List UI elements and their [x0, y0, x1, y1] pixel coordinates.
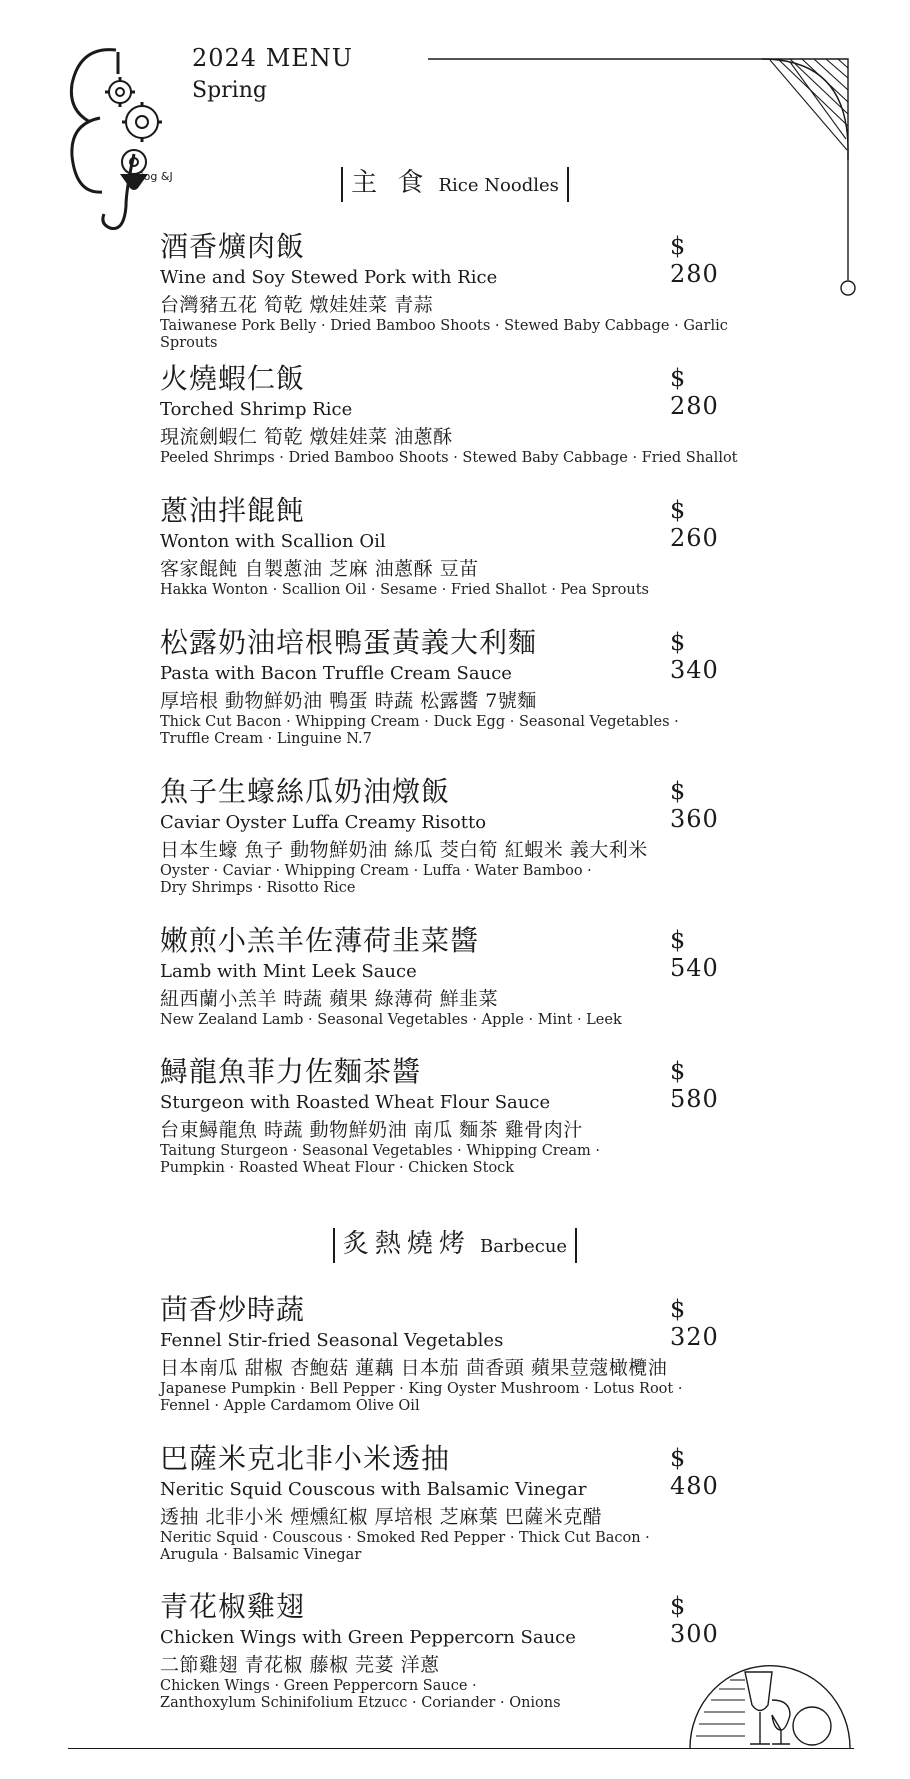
menu-year-title: 2024 MENU: [192, 44, 354, 72]
section-title-zh: 炙熱燒烤: [342, 1229, 471, 1259]
bottom-divider: [68, 1748, 854, 1749]
item-name-en: Torched Shrimp Rice: [160, 399, 353, 420]
item-ingredients-zh: 日本南瓜 甜椒 杏鮑菇 蓮藕 日本茄 茴香頭 蘋果荳蔻橄欖油: [160, 1357, 668, 1379]
item-ingredients-en: Neritic Squid · Couscous · Smoked Red Pepper · Thick Cut Bacon ·: [160, 1530, 650, 1546]
section-title-en: Rice Noodles: [438, 175, 559, 196]
item-name-en: Chicken Wings with Green Peppercorn Sauce: [160, 1627, 576, 1648]
item-ingredients-zh: 現流劍蝦仁 筍乾 燉娃娃菜 油蔥酥: [160, 426, 453, 448]
item-ingredients-en: Fennel · Apple Cardamom Olive Oil: [160, 1398, 420, 1414]
menu-item: [160, 1590, 740, 1712]
menu-item: [160, 230, 740, 352]
item-name-zh: 魚子生蠔絲瓜奶油燉飯: [160, 775, 451, 808]
item-name-en: Fennel Stir-fried Seasonal Vegetables: [160, 1330, 504, 1351]
item-ingredients-en: Japanese Pumpkin · Bell Pepper · King Oyster Mushroom · Lotus Root ·: [160, 1381, 683, 1397]
item-name-zh: 松露奶油培根鴨蛋黃義大利麵: [160, 626, 538, 659]
item-price: $ 540: [670, 926, 719, 982]
item-ingredients-en: Taiwanese Pork Belly · Dried Bamboo Shoots · Stewed Baby Cabbage · Garlic Sprouts: [160, 318, 728, 351]
item-name-zh: 巴薩米克北非小米透抽: [160, 1442, 451, 1475]
menu-item: [160, 775, 740, 897]
item-ingredients-en: Peeled Shrimps · Dried Bamboo Shoots · Stewed Baby Cabbage · Fried Shallot: [160, 450, 738, 466]
item-name-en: Wine and Soy Stewed Pork with Rice: [160, 267, 498, 288]
item-ingredients-zh: 透抽 北非小米 煙燻紅椒 厚培根 芝麻葉 巴薩米克醋: [160, 1506, 603, 1528]
item-ingredients-en: Oyster · Caviar · Whipping Cream · Luffa · Water Bamboo ·: [160, 863, 592, 879]
item-price: $ 320: [670, 1295, 719, 1351]
logo-text: Cog &J: [136, 170, 173, 183]
menu-item: [160, 1442, 740, 1564]
item-ingredients-zh: 台東鱘龍魚 時蔬 動物鮮奶油 南瓜 麵茶 雞骨肉汁: [160, 1119, 583, 1141]
item-ingredients-zh: 紐西蘭小羔羊 時蔬 蘋果 綠薄荷 鮮韭菜: [160, 988, 499, 1010]
item-name-en: Wonton with Scallion Oil: [160, 531, 386, 552]
menu-item: [160, 494, 740, 599]
item-name-zh: 蔥油拌餛飩: [160, 494, 306, 527]
item-price: $ 360: [670, 777, 719, 833]
item-ingredients-en: Taitung Sturgeon · Seasonal Vegetables · Whipping Cream ·: [160, 1143, 600, 1159]
menu-item: [160, 924, 740, 1029]
item-name-en: Caviar Oyster Luffa Creamy Risotto: [160, 812, 487, 833]
item-name-zh: 酒香爌肉飯: [160, 230, 306, 263]
section-title-zh: 主 食: [351, 168, 430, 198]
section-title-rice-noodles: [0, 167, 910, 202]
item-ingredients-en: Thick Cut Bacon · Whipping Cream · Duck Egg · Seasonal Vegetables ·: [160, 714, 679, 730]
item-name-en: Lamb with Mint Leek Sauce: [160, 961, 417, 982]
item-ingredients-en: Dry Shrimps · Risotto Rice: [160, 880, 356, 896]
menu-item: [160, 1293, 740, 1415]
item-price: $ 480: [670, 1444, 719, 1500]
menu-item: [160, 626, 740, 748]
menu-item: [160, 362, 740, 467]
menu-item: [160, 1055, 740, 1177]
item-name-en: Sturgeon with Roasted Wheat Flour Sauce: [160, 1092, 551, 1113]
item-price: $ 280: [670, 232, 719, 288]
item-price: $ 580: [670, 1057, 719, 1113]
item-ingredients-en: New Zealand Lamb · Seasonal Vegetables · Apple · Mint · Leek: [160, 1012, 622, 1028]
item-name-zh: 茴香炒時蔬: [160, 1293, 306, 1326]
item-name-en: Pasta with Bacon Truffle Cream Sauce: [160, 663, 512, 684]
item-price: $ 260: [670, 496, 719, 552]
item-price: $ 280: [670, 364, 719, 420]
item-ingredients-zh: 二節雞翅 青花椒 藤椒 芫荽 洋蔥: [160, 1654, 440, 1676]
item-ingredients-en: Arugula · Balsamic Vinegar: [160, 1547, 362, 1563]
item-ingredients-zh: 日本生蠔 魚子 動物鮮奶油 絲瓜 茭白筍 紅蝦米 義大利米: [160, 839, 648, 861]
item-price: $ 300: [670, 1592, 719, 1648]
item-name-zh: 青花椒雞翅: [160, 1590, 306, 1623]
item-name-en: Neritic Squid Couscous with Balsamic Vinegar: [160, 1479, 587, 1500]
section-title-barbecue: [0, 1228, 910, 1263]
item-ingredients-en: Zanthoxylum Schinifolium Etzucc · Coriander · Onions: [160, 1695, 561, 1711]
item-ingredients-zh: 厚培根 動物鮮奶油 鴨蛋 時蔬 松露醬 7號麵: [160, 690, 537, 712]
item-name-zh: 鱘龍魚菲力佐麵茶醬: [160, 1055, 422, 1088]
item-ingredients-en: Chicken Wings · Green Peppercorn Sauce ·: [160, 1678, 477, 1694]
item-ingredients-zh: 台灣豬五花 筍乾 燉娃娃菜 青蒜: [160, 294, 434, 316]
menu-season: Spring: [192, 78, 267, 103]
item-ingredients-en: Truffle Cream · Linguine N.7: [160, 731, 372, 747]
section-title-en: Barbecue: [480, 1236, 568, 1257]
item-name-zh: 火燒蝦仁飯: [160, 362, 306, 395]
item-ingredients-en: Hakka Wonton · Scallion Oil · Sesame · Fried Shallot · Pea Sprouts: [160, 582, 649, 598]
item-ingredients-zh: 客家餛飩 自製蔥油 芝麻 油蔥酥 豆苗: [160, 558, 479, 580]
item-name-zh: 嫩煎小羔羊佐薄荷韭菜醬: [160, 924, 480, 957]
item-ingredients-en: Pumpkin · Roasted Wheat Flour · Chicken Stock: [160, 1160, 515, 1176]
item-price: $ 340: [670, 628, 719, 684]
cog-and-j-logo: [60, 44, 180, 234]
